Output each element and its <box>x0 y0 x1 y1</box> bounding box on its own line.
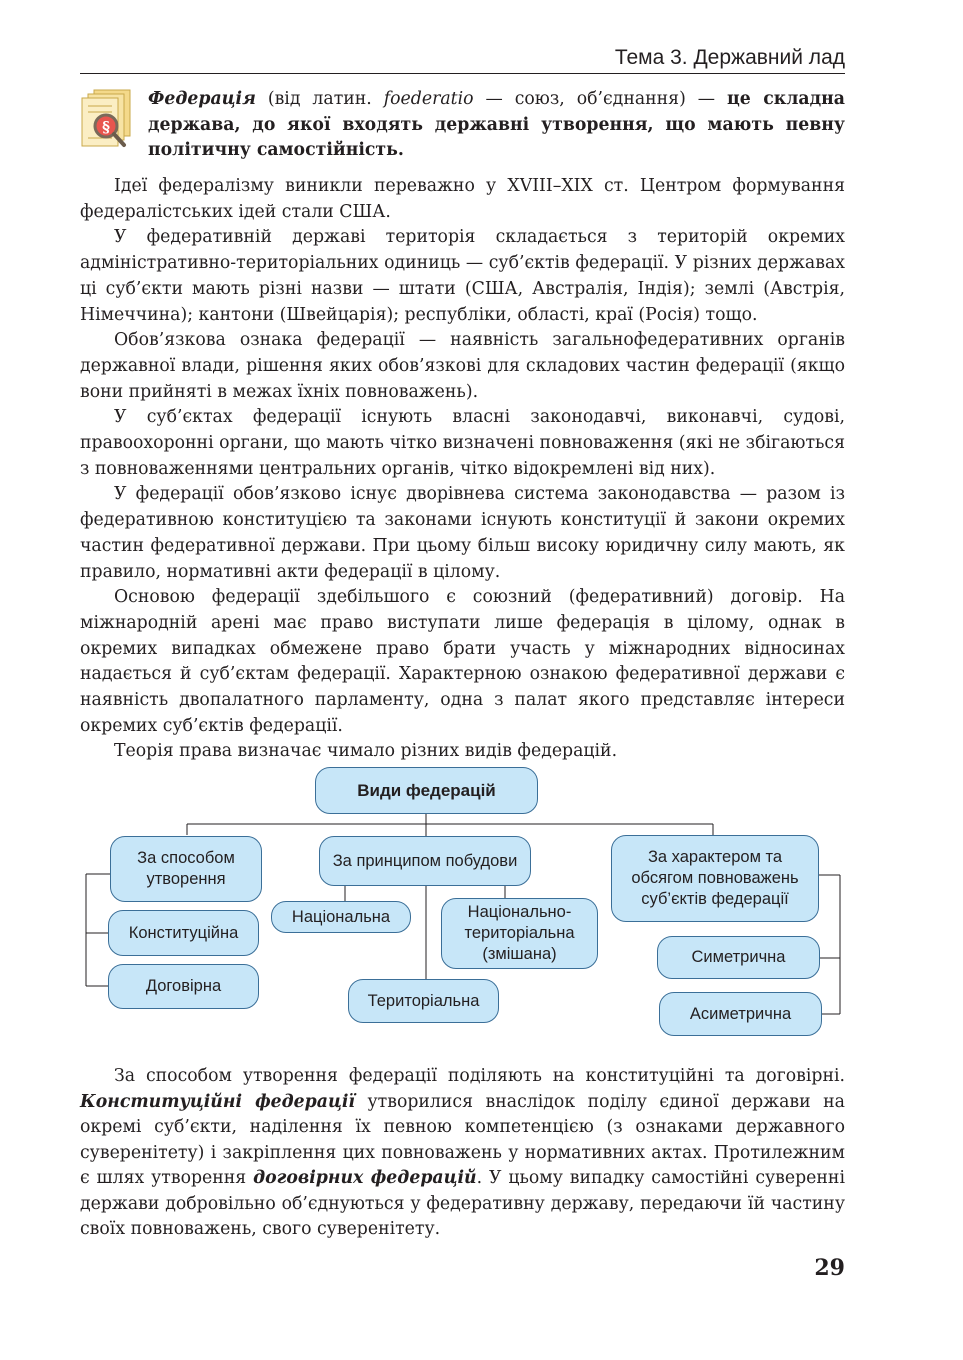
paragraph: Теорія права визначає чимало різних видів федерацій. <box>114 741 618 762</box>
node-federation-types: Види федерацій <box>315 767 538 814</box>
paragraph: Ідеї федералізму виникли переважно у XVIII–XIX ст. Центром формування федералістських ідей стали США. <box>80 176 845 222</box>
term-constitutional-federations: Конституційні федерації <box>80 1091 355 1112</box>
definition-block <box>148 87 845 164</box>
svg-text:§: § <box>102 118 110 136</box>
paragraph: У федеративній державі територія складається з територій окремих адміністративно-територіальних одиниць — суб’єктів федерації. У різних державах ці суб’єкти мають різні назви — штати (США, Австралія, Індія); землі (Австрія, Німеччина); кантони (Швейцарія); республіки, області, краї (Росія) тощо. <box>80 227 845 325</box>
law-document-magnifier-icon <box>80 88 136 152</box>
paragraph <box>80 1064 845 1243</box>
node-constitutional: Конституційна <box>108 910 259 956</box>
node-by-construction-principle: За принципом побудови <box>319 836 531 886</box>
node-symmetric: Симетрична <box>657 936 820 979</box>
federation-types-diagram <box>0 755 963 1055</box>
node-by-powers: За характером та обсягом повноважень суб’єктів федерації <box>611 835 819 922</box>
node-by-formation-method: За способом утворення <box>110 836 262 902</box>
page-header <box>80 46 845 74</box>
definition-translation: — союз, об’єднання) — <box>473 89 727 109</box>
node-national: Національна <box>271 901 411 933</box>
main-text <box>80 174 845 765</box>
term-treaty-federations: договірних федерацій <box>253 1168 477 1188</box>
paragraph: Основою федерації здебільшого є союзний (федеративний) договір. На міжнародній арені має право виступати лише федерація в цілому, однак в окремих випадках обмежене право брати участь у міжнародних відносинах надається й суб’єктам федерації. Характерною ознакою федеративної держави є наявність двопалатного парламенту, одна з палат якого представляє інтереси окремих суб’єктів федерації. <box>80 587 845 736</box>
bottom-text <box>80 1064 845 1243</box>
definition-term: Федерація <box>148 89 256 109</box>
definition-text: це складна держава, до якої входять державні утворення, що мають певну політичну самостійність. <box>148 89 845 160</box>
text-span: . У цьому випадку самостійні суверенні держави добровільно об’єднуються у федеративну державу, передаючи їй частину своїх повноважень, свого суверенітету. <box>80 1168 845 1239</box>
node-national-territorial: Національно-територіальна (змішана) <box>441 898 598 969</box>
paragraph: Обов’язкова ознака федерації — наявність загальнофедеративних органів державної влади, рішення яких обов’язкові для складових частин федерації (якщо вони прийняті в межах їхніх повноважень). <box>80 330 845 402</box>
text-span: утворилися внаслідок поділу єдиної держави на окремі суб’єкти, наділення їх певною компетенцією (з ознаками державного суверенітету) і закріплення цих повноважень у нормативних актах. Протилежним є шлях утворення <box>80 1091 845 1188</box>
definition-latin: foederatio <box>383 89 474 109</box>
text-span: За способом утворення федерації поділяють на конституційні та договірні. <box>114 1066 845 1086</box>
page-number: 29 <box>814 1255 845 1281</box>
paragraph: У федерації обов’язково існує дворівнева система законодавства — разом із федеративною конституцією та законами існують конституції й закони окремих частин федеративної держави. При цьому більш високу юридичну силу мають, як правило, нормативні акти федерації в цілому. <box>80 484 845 582</box>
node-treaty: Договірна <box>108 964 259 1009</box>
definition-prefix: (від латин. <box>255 89 384 109</box>
node-asymmetric: Асиметрична <box>659 992 822 1036</box>
paragraph: У суб’єктах федерації існують власні законодавчі, виконавчі, судові, правоохоронні органи, що мають чітко визначені повноваження (які не збігаються з повноваженнями центральних органів, чітко відокремлені від них). <box>80 407 845 479</box>
node-territorial: Територіальна <box>348 979 499 1023</box>
chapter-title: Тема 3. Державний лад <box>614 46 845 69</box>
